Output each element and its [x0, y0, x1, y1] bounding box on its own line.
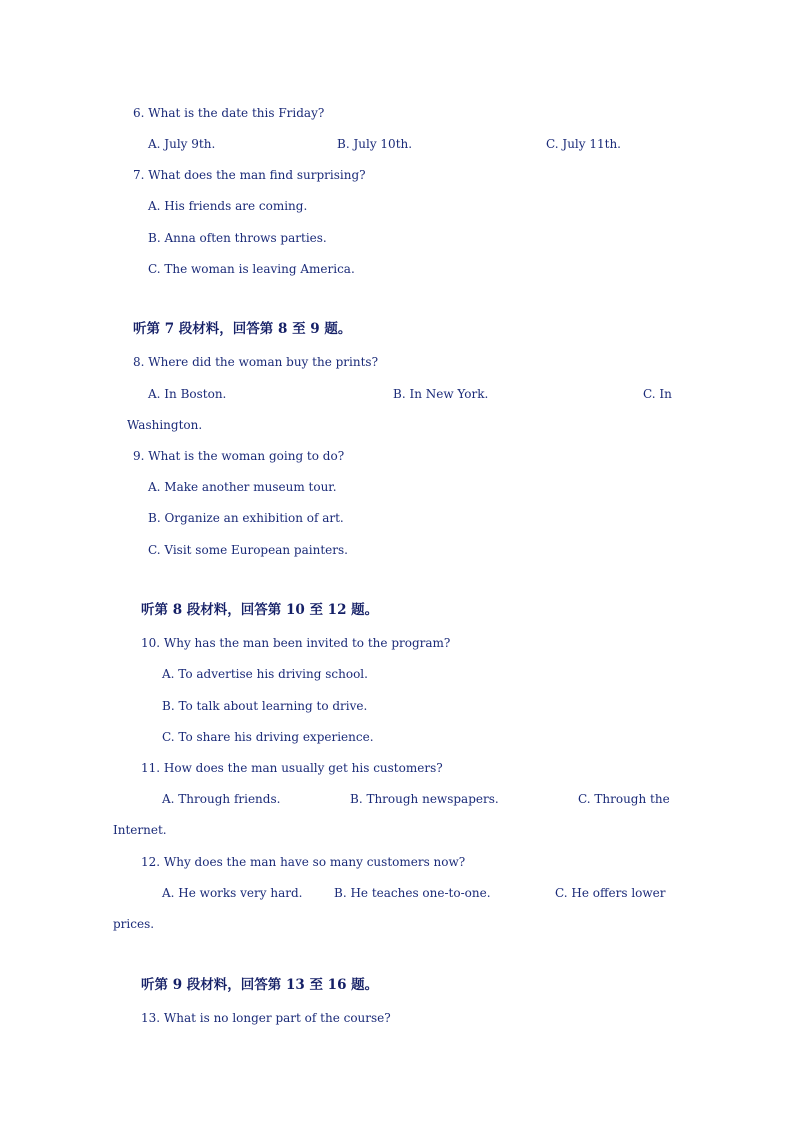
- question-8-option-a: A. In Boston.: [148, 387, 227, 401]
- question-12-option-b: B. He teaches one-to-one.: [334, 886, 491, 900]
- question-9-option-a: A. Make another museum tour.: [148, 480, 337, 494]
- question-11-option-c: C. Through the: [578, 792, 670, 806]
- question-7-option-b: B. Anna often throws parties.: [148, 231, 327, 245]
- question-9-stem: 9. What is the woman going to do?: [133, 449, 345, 463]
- question-7-option-c: C. The woman is leaving America.: [148, 262, 355, 276]
- question-8-option-c: C. In: [643, 387, 672, 401]
- question-10-option-a: A. To advertise his driving school.: [162, 667, 368, 681]
- question-10-option-c: C. To share his driving experience.: [162, 730, 374, 744]
- question-8-option-c-continued: Washington.: [127, 418, 203, 432]
- question-6-option-b: B. July 10th.: [337, 137, 413, 151]
- question-6-option-a: A. July 9th.: [148, 137, 216, 151]
- question-6-stem: 6. What is the date this Friday?: [133, 106, 325, 120]
- question-9-option-b: B. Organize an exhibition of art.: [148, 511, 344, 525]
- question-7-option-a: A. His friends are coming.: [148, 199, 308, 213]
- question-13-stem: 13. What is no longer part of the course?: [141, 1011, 391, 1025]
- section-9-heading: 听第 9 段材料，回答第 13 至 16 题。: [141, 977, 379, 993]
- question-8-stem: 8. Where did the woman buy the prints?: [133, 355, 379, 369]
- question-12-option-a: A. He works very hard.: [162, 886, 303, 900]
- section-8-heading: 听第 8 段材料，回答第 10 至 12 题。: [141, 602, 379, 618]
- question-11-option-a: A. Through friends.: [162, 792, 281, 806]
- question-6-option-c: C. July 11th.: [546, 137, 621, 151]
- question-9-option-c: C. Visit some European painters.: [148, 543, 348, 557]
- question-10-option-b: B. To talk about learning to drive.: [162, 699, 368, 713]
- section-7-heading: 听第 7 段材料，回答第 8 至 9 题。: [133, 321, 352, 337]
- question-11-option-b: B. Through newspapers.: [350, 792, 499, 806]
- question-7-stem: 7. What does the man find surprising?: [133, 168, 366, 182]
- question-11-stem: 11. How does the man usually get his customers?: [141, 761, 443, 775]
- question-8-option-b: B. In New York.: [393, 387, 489, 401]
- question-12-stem: 12. Why does the man have so many customers now?: [141, 855, 466, 869]
- question-12-option-c: C. He offers lower: [555, 886, 666, 900]
- question-12-option-c-continued: prices.: [113, 917, 155, 931]
- question-10-stem: 10. Why has the man been invited to the program?: [141, 636, 451, 650]
- question-11-option-c-continued: Internet.: [113, 823, 167, 837]
